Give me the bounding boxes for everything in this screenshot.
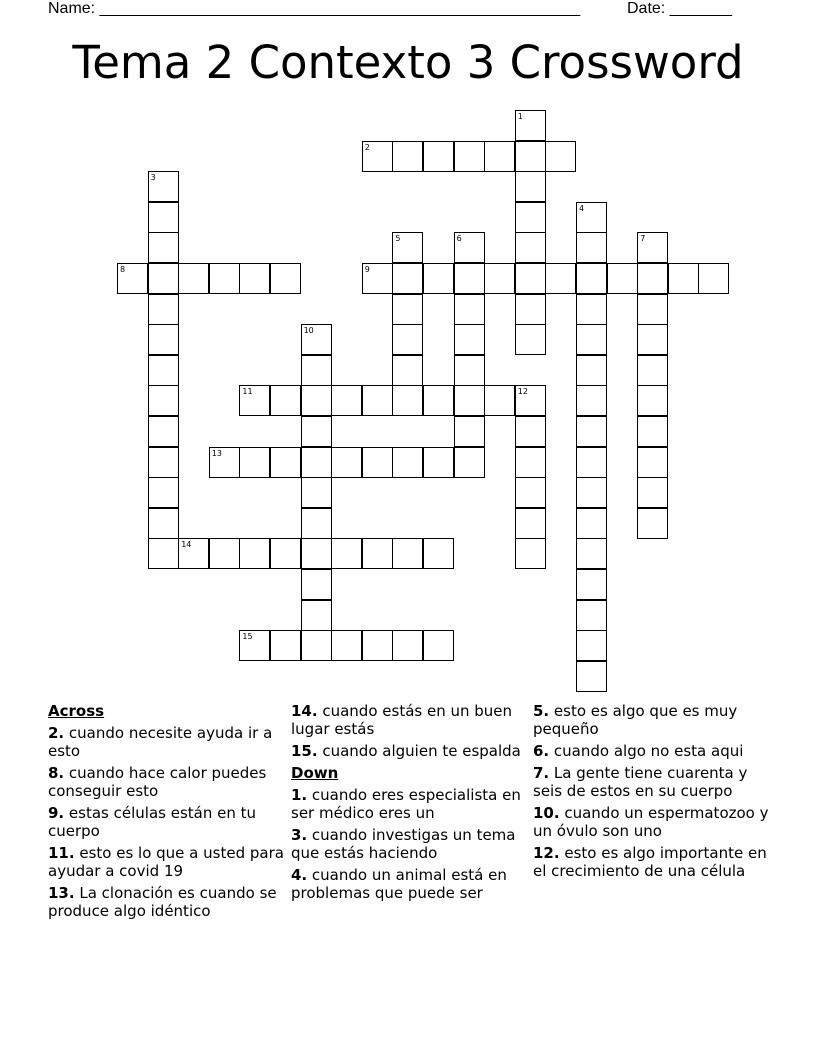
grid-cell[interactable] bbox=[331, 447, 362, 478]
across-heading: Across bbox=[48, 702, 105, 720]
clue-across-9: 9. estas células están en tu cuerpo bbox=[48, 804, 256, 840]
grid-cell[interactable] bbox=[576, 355, 607, 386]
grid-cell[interactable] bbox=[515, 171, 546, 202]
grid-cell[interactable] bbox=[270, 538, 301, 569]
grid-cell[interactable] bbox=[454, 385, 485, 416]
grid-cell[interactable] bbox=[423, 447, 454, 478]
grid-cell[interactable] bbox=[454, 416, 485, 447]
clue-down-12: 12. esto es algo importante en el crecimiento de una célula bbox=[533, 844, 767, 880]
grid-cell[interactable] bbox=[392, 141, 423, 172]
grid-cell[interactable] bbox=[484, 141, 515, 172]
grid-cell[interactable] bbox=[301, 538, 332, 569]
clue-across-2: 2. cuando necesite ayuda ir a esto bbox=[48, 724, 273, 760]
name-line: Name: ______________________________________________________ bbox=[48, 0, 581, 17]
grid-cell[interactable] bbox=[301, 600, 332, 631]
grid-cell[interactable] bbox=[637, 294, 668, 325]
grid-cell[interactable] bbox=[576, 447, 607, 478]
grid-cell[interactable] bbox=[362, 538, 393, 569]
grid-cell[interactable] bbox=[576, 600, 607, 631]
grid-cell[interactable] bbox=[576, 569, 607, 600]
grid-cell[interactable] bbox=[239, 538, 270, 569]
clue-number-1: 1 bbox=[517, 112, 523, 121]
grid-cell[interactable] bbox=[362, 630, 393, 661]
grid-cell[interactable] bbox=[637, 416, 668, 447]
grid-cell[interactable] bbox=[576, 385, 607, 416]
down-heading: Down bbox=[291, 764, 339, 782]
grid-cell[interactable] bbox=[239, 263, 270, 294]
grid-cell[interactable] bbox=[454, 447, 485, 478]
grid-cell[interactable] bbox=[301, 385, 332, 416]
grid-cell[interactable] bbox=[423, 141, 454, 172]
grid-cell[interactable] bbox=[148, 263, 179, 294]
clue-down-5: 5. esto es algo que es muy pequeño bbox=[533, 702, 738, 738]
grid-cell[interactable] bbox=[576, 508, 607, 539]
clue-number-11: 11 bbox=[242, 387, 253, 397]
grid-cell[interactable] bbox=[239, 447, 270, 478]
grid-cell[interactable] bbox=[637, 324, 668, 355]
clue-down-3: 3. cuando investigas un tema que estás haciendo bbox=[291, 826, 516, 862]
clue-number-7: 7 bbox=[640, 234, 646, 244]
grid-cell[interactable] bbox=[392, 447, 423, 478]
page-title: Tema 2 Contexto 3 Crossword bbox=[72, 36, 744, 89]
grid-cell[interactable] bbox=[148, 202, 179, 233]
grid-cell[interactable] bbox=[209, 538, 240, 569]
grid-cell[interactable] bbox=[576, 294, 607, 325]
clue-down-1: 1. cuando eres especialista en ser médico eres un bbox=[291, 786, 521, 822]
grid-cell[interactable] bbox=[270, 447, 301, 478]
clue-down-10: 10. cuando un espermatozoo y un óvulo son uno bbox=[533, 804, 769, 840]
clue-number-9: 9 bbox=[364, 265, 370, 274]
grid-cell[interactable] bbox=[392, 385, 423, 416]
clue-down-6: 6. cuando algo no esta aqui bbox=[533, 742, 744, 760]
clue-number-3: 3 bbox=[150, 173, 156, 183]
grid-cell[interactable] bbox=[148, 508, 179, 539]
clue-down-4: 4. cuando un animal está en problemas que puede ser bbox=[291, 866, 507, 902]
grid-cell[interactable] bbox=[576, 232, 607, 263]
grid-cell[interactable] bbox=[515, 232, 546, 263]
clue-number-15: 15 bbox=[242, 632, 253, 642]
grid-cell[interactable] bbox=[576, 630, 607, 661]
grid-cell[interactable] bbox=[515, 141, 546, 172]
grid-cell[interactable] bbox=[270, 630, 301, 661]
clue-across-13: 13. La clonación es cuando se produce algo idéntico bbox=[48, 884, 277, 920]
grid-cell[interactable] bbox=[515, 538, 546, 569]
grid-cell[interactable] bbox=[392, 630, 423, 661]
grid-cell[interactable] bbox=[454, 355, 485, 386]
clue-number-10: 10 bbox=[303, 326, 314, 336]
grid-cell[interactable] bbox=[423, 385, 454, 416]
grid-cell[interactable] bbox=[668, 263, 699, 294]
grid-cell[interactable] bbox=[301, 569, 332, 600]
grid-cell[interactable] bbox=[148, 324, 179, 355]
grid-cell[interactable] bbox=[301, 447, 332, 478]
grid-cell[interactable] bbox=[515, 508, 546, 539]
grid-cell[interactable] bbox=[637, 263, 668, 294]
clue-number-8: 8 bbox=[120, 265, 126, 274]
grid-cell[interactable] bbox=[637, 355, 668, 386]
grid-cell[interactable] bbox=[515, 416, 546, 447]
grid-cell[interactable] bbox=[178, 263, 209, 294]
clues-column-2 bbox=[291, 702, 527, 906]
grid-cell[interactable] bbox=[301, 355, 332, 386]
grid-cell[interactable] bbox=[515, 477, 546, 508]
grid-cell[interactable] bbox=[148, 447, 179, 478]
grid-cell[interactable] bbox=[148, 385, 179, 416]
grid-cell[interactable] bbox=[637, 385, 668, 416]
grid-cell[interactable] bbox=[484, 263, 515, 294]
clue-number-5: 5 bbox=[395, 234, 401, 244]
clue-number-2: 2 bbox=[364, 142, 370, 152]
grid-cell[interactable] bbox=[331, 385, 362, 416]
grid-cell[interactable] bbox=[454, 294, 485, 325]
clue-across-8: 8. cuando hace calor puedes conseguir esto bbox=[48, 764, 267, 800]
grid-cell[interactable] bbox=[331, 630, 362, 661]
grid-cell[interactable] bbox=[515, 294, 546, 325]
clue-across-14: 14. cuando estás en un buen lugar estás bbox=[291, 702, 513, 738]
grid-cell[interactable] bbox=[607, 263, 638, 294]
grid-cell[interactable] bbox=[270, 385, 301, 416]
grid-cell[interactable] bbox=[148, 232, 179, 263]
grid-cell[interactable] bbox=[637, 508, 668, 539]
grid-cell[interactable] bbox=[423, 263, 454, 294]
grid-cell[interactable] bbox=[301, 508, 332, 539]
clue-number-12: 12 bbox=[517, 387, 528, 397]
clue-number-4: 4 bbox=[579, 203, 585, 213]
grid-cell[interactable] bbox=[148, 416, 179, 447]
grid-cell[interactable] bbox=[392, 294, 423, 325]
grid-cell[interactable] bbox=[576, 477, 607, 508]
grid-cell[interactable] bbox=[545, 263, 576, 294]
grid-cell[interactable] bbox=[148, 355, 179, 386]
grid-cell[interactable] bbox=[698, 263, 729, 294]
date-line: Date: _______ bbox=[627, 0, 732, 17]
grid-cell[interactable] bbox=[454, 141, 485, 172]
grid-cell[interactable] bbox=[392, 538, 423, 569]
clue-across-11: 11. esto es lo que a usted para ayudar a covid 19 bbox=[48, 844, 284, 880]
grid-cell[interactable] bbox=[484, 385, 515, 416]
grid-cell[interactable] bbox=[148, 538, 179, 569]
grid-cell[interactable] bbox=[545, 141, 576, 172]
grid-cell[interactable] bbox=[515, 447, 546, 478]
grid-cell[interactable] bbox=[392, 324, 423, 355]
grid-cell[interactable] bbox=[301, 416, 332, 447]
grid-cell[interactable] bbox=[148, 477, 179, 508]
grid-cell[interactable] bbox=[454, 324, 485, 355]
clue-down-7: 7. La gente tiene cuarenta y seis de estos en su cuerpo bbox=[533, 764, 748, 800]
grid-cell[interactable] bbox=[270, 263, 301, 294]
grid-cell[interactable] bbox=[515, 263, 546, 294]
grid-cell[interactable] bbox=[301, 477, 332, 508]
grid-cell[interactable] bbox=[362, 447, 393, 478]
grid-cell[interactable] bbox=[515, 202, 546, 233]
grid-cell[interactable] bbox=[515, 324, 546, 355]
grid-cell[interactable] bbox=[362, 385, 393, 416]
grid-cell[interactable] bbox=[637, 447, 668, 478]
clue-number-14: 14 bbox=[181, 540, 192, 550]
grid-cell[interactable] bbox=[423, 630, 454, 661]
grid-cell[interactable] bbox=[423, 538, 454, 569]
clues-column-1 bbox=[48, 702, 284, 924]
grid-cell[interactable] bbox=[148, 294, 179, 325]
grid-cell[interactable] bbox=[576, 661, 607, 692]
clue-number-13: 13 bbox=[211, 448, 222, 458]
grid-cell[interactable] bbox=[331, 538, 362, 569]
grid-cell[interactable] bbox=[637, 477, 668, 508]
grid-cell[interactable] bbox=[454, 263, 485, 294]
clue-across-15: 15. cuando alguien te espalda bbox=[291, 742, 521, 760]
grid-cell[interactable] bbox=[576, 416, 607, 447]
grid-cell[interactable] bbox=[209, 263, 240, 294]
clue-number-6: 6 bbox=[456, 234, 462, 244]
grid-cell[interactable] bbox=[576, 324, 607, 355]
grid-cell[interactable] bbox=[301, 630, 332, 661]
grid-cell[interactable] bbox=[576, 263, 607, 294]
grid-cell[interactable] bbox=[392, 355, 423, 386]
grid-cell[interactable] bbox=[392, 263, 423, 294]
clues-column-3 bbox=[533, 702, 769, 884]
grid-cell[interactable] bbox=[576, 538, 607, 569]
